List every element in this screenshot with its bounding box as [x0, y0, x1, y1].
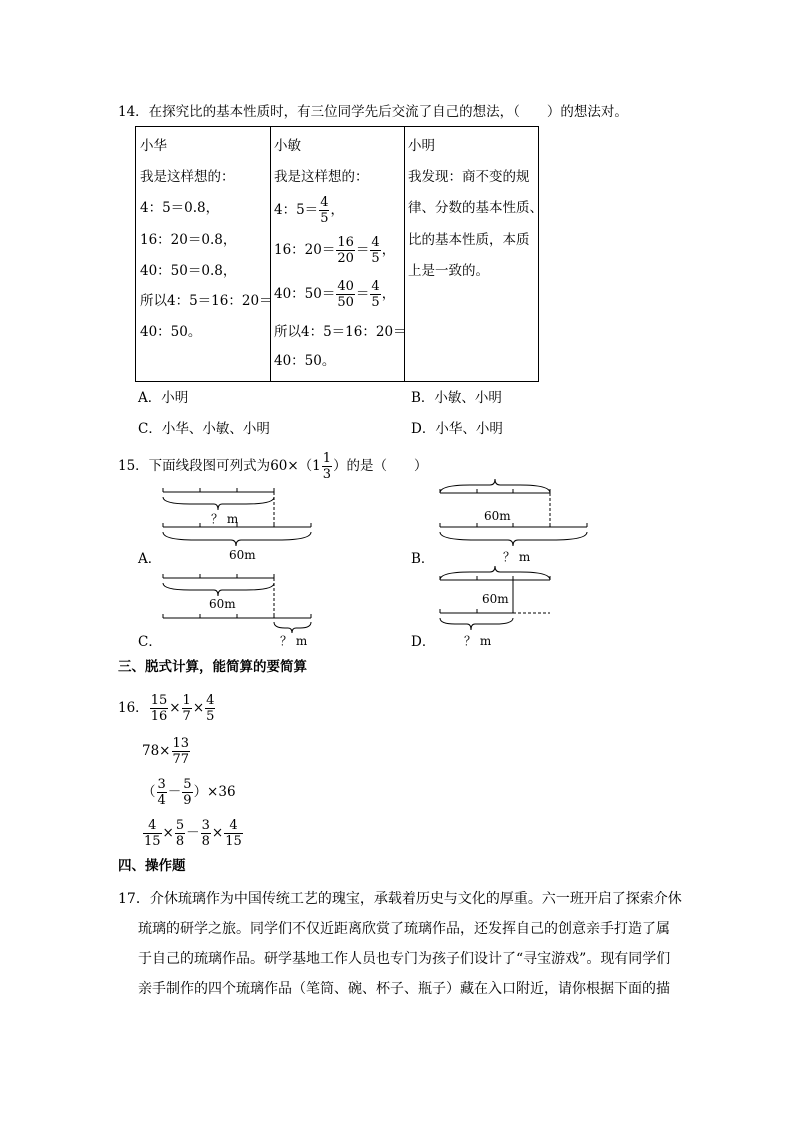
xiaohua-name: 小华 — [140, 138, 167, 154]
xiaohua-line4: 40：50＝0.8， — [140, 263, 237, 279]
section3-title: 三、脱式计算，能简算的要简算 — [118, 659, 307, 675]
xiaoming-name: 小明 — [408, 138, 435, 154]
q16-expr4: $\frac{4}{15}$ × $\frac{5}{8}$ － $\frac{3}{8}$ × $\frac{4}{15}$ — [144, 818, 242, 849]
diagram-a-label: A． — [138, 551, 162, 567]
xiaoming-line2: 律、分数的基本性质、 — [408, 200, 543, 216]
diagram-a-unknown: ？ m — [211, 512, 239, 526]
diagram-c-total: 60m — [209, 597, 236, 611]
diagram-b-unknown: ？ m — [503, 550, 531, 564]
xiaoming-line1: 我发现：商不变的规 — [408, 169, 530, 185]
xiaomin-line5: 所以4：5＝16：20＝ — [274, 324, 407, 340]
diagram-c-label: C． — [138, 634, 162, 650]
q16-expr2: 78× $\frac{13}{77}$ — [142, 736, 190, 767]
xiaohua-line6: 40：50。 — [140, 324, 202, 340]
q14-option-d: D．小华、小明 — [411, 421, 503, 437]
q14-text: 14．在探究比的基本性质时，有三位同学先后交流了自己的想法，（ ）的想法对。 — [118, 104, 628, 120]
xiaomin-line1: 我是这样想的： — [274, 169, 369, 185]
diagram-c-unknown: ？ m — [280, 634, 308, 648]
diagram-b-total: 60m — [484, 509, 511, 523]
xiaomin-line2: 4：5＝ $\frac{4}{5}$ ， — [274, 195, 344, 226]
xiaoming-line4: 上是一致的。 — [408, 263, 489, 279]
q16-expr3: （ $\frac{3}{4}$ － $\frac{5}{9}$ ）×36 — [142, 777, 236, 808]
xiaohua-line3: 16：20＝0.8， — [140, 232, 237, 248]
q14-option-b: B．小敏、小明 — [411, 390, 502, 406]
xiaomin-line6: 40：50。 — [274, 353, 336, 369]
q17-line3: 于自己的琉璃作品。研学基地工作人员也专门为孩子们设计了“寻宝游戏”。现有同学们 — [138, 951, 671, 967]
xiaoming-line3: 比的基本性质，本质 — [408, 232, 530, 248]
xiaomin-line3: 16：20＝ $\frac{16}{20}$ ＝ $\frac{4}{5}$ ， — [274, 235, 396, 266]
q16-expr1: 16． $\frac{15}{16}$ × $\frac{1}{7}$ × $\frac{4}{5}$ — [118, 693, 215, 724]
xiaohua-line2: 4：5＝0.8， — [140, 200, 220, 216]
diagram-d-unknown: ？ m — [464, 634, 492, 648]
diagram-b-label: B． — [411, 551, 435, 567]
q17-line4: 亲手制作的四个琉璃作品（笔筒、碗、杯子、瓶子）藏在入口附近，请你根据下面的描 — [138, 981, 670, 997]
xiaohua-line5: 所以4：5＝16：20＝ — [140, 293, 273, 309]
q17-line2: 琉璃的研学之旅。同学们不仅近距离欣赏了琉璃作品，还发挥自己的创意亲手打造了属 — [138, 921, 670, 937]
diagram-d-total: 60m — [482, 592, 509, 606]
xiaohua-line1: 我是这样想的： — [140, 169, 235, 185]
xiaomin-line4: 40：50＝ $\frac{40}{50}$ ＝ $\frac{4}{5}$ ， — [274, 279, 396, 310]
q17-line1: 17．介休琉璃作为中国传统工艺的瑰宝，承载着历史与文化的厚重。六一班开启了探索介休 — [118, 891, 682, 907]
xiaomin-name: 小敏 — [274, 138, 301, 154]
q15-text: 15．下面线段图可列式为60×（1 $\frac{1}{3}$ ）的是（ ） — [118, 451, 428, 482]
q14-option-c: C．小华、小敏、小明 — [138, 421, 270, 437]
section4-title: 四、操作题 — [118, 858, 186, 874]
diagram-a-total: 60m — [229, 548, 256, 562]
q14-option-a: A．小明 — [138, 390, 189, 406]
diagram-d-label: D． — [411, 634, 436, 650]
